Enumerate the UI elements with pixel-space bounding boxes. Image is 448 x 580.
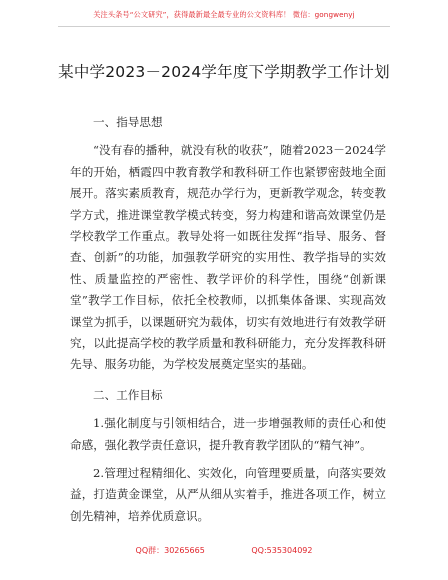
footer-contact	[0, 545, 448, 556]
document-title: 某中学2023－2024学年度下学期教学工作计划	[58, 63, 390, 81]
section-heading-guiding-ideology: 一、指导思想	[93, 115, 163, 129]
document-body	[70, 112, 386, 527]
paragraph-guiding-ideology: “没有春的播种，就没有秋的收获”，随着2023－2024学年的开始，栖霞四中教育教学和教科研工作也紧锣密鼓地全面展开。落实素质教育，规范办学行为，更新教学观念，转变教学方式，推进课堂教学模式转变，努力构建和谐高效课堂仍是学校教学工作重点。教导处将一如既往发挥“指导、服务、督查、创新”的功能，加强教学研究的实用性、教学指导的实效性、质量监控的严密性、教学评价的科学性，围绕“创新课堂”教学工作目标，依托全校教师，以抓集体备课、实现高效课堂为抓手，以课题研究为载体，切实有效地进行有效教学研究，以此提高学校的教学质量和教科研能力，充分发挥教科研先导、服务功能，为学校发展奠定坚实的基础。	[70, 143, 386, 372]
header-notice: 关注头条号“公文研究”，获得最新最全最专业的公文资料库！ 微信：gongwenyj	[93, 10, 355, 19]
paragraph-goal-1: 1.强化制度与引领相结合，进一步增强教师的责任心和使命感，强化教学责任意识，提升教育教学团队的“精气神”。	[70, 416, 386, 452]
footer-qq-number: QQ:535304092	[251, 546, 313, 555]
footer-qq-group: QQ群：30265665	[135, 546, 205, 555]
paragraph-goal-2: 2.管理过程精细化、实效化，向管理要质量，向落实要效益，打造黄金课堂，从严从细从实着手，推进各项工作，树立创先精神，培养优质意识。	[70, 466, 386, 523]
header-divider	[58, 26, 390, 27]
section-heading-work-goals: 二、工作目标	[93, 387, 163, 402]
